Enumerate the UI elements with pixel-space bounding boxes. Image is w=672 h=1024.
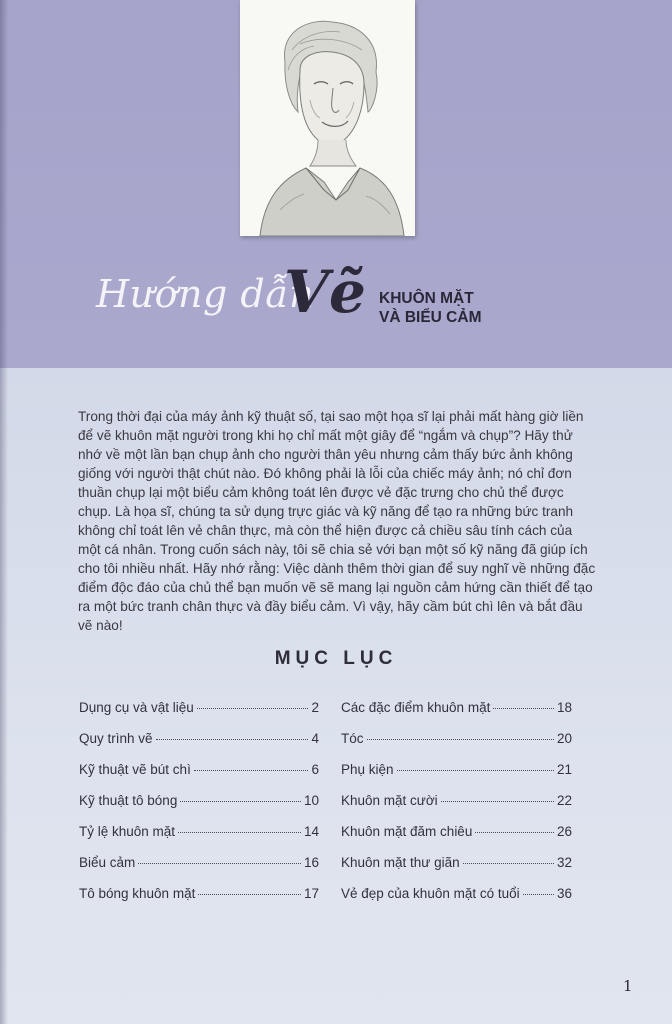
toc-entry-page: 21 — [556, 762, 572, 777]
toc-dot-leader — [397, 770, 554, 771]
toc-entry-page: 32 — [556, 855, 572, 870]
toc-right-column — [341, 700, 572, 917]
toc-entry — [79, 886, 319, 917]
page-number: 1 — [623, 977, 633, 995]
toc-left-column — [79, 700, 319, 917]
title-subtitle-line2: VÀ BIỂU CẢM — [379, 309, 482, 326]
toc-entry-page: 18 — [556, 700, 572, 715]
toc-entry-label: Phụ kiện — [341, 762, 394, 777]
toc-entry-page: 22 — [556, 793, 572, 808]
toc-entry-label: Khuôn mặt cười — [341, 793, 438, 808]
toc-entry — [341, 824, 572, 855]
toc-entry — [79, 762, 319, 793]
intro-paragraph: Trong thời đại của máy ảnh kỹ thuật số, tại sao một họa sĩ lại phải mất hàng giờ liền để vẽ khuôn mặt người trong khi họ chỉ mất một giây để “ngắm và chụp”? Hãy thử nhớ về một lần bạn chụp ảnh cho người thân yêu nhưng cảm thấy bức ảnh không giống với người thật chút nào. Đó không phải là lỗi của chiếc máy ảnh; nó chỉ đơn thuần chụp lại một biểu cảm không toát lên được vẻ đặc trưng cho chủ thể được chụp. Là họa sĩ, chúng ta sử dụng trực giác và kỹ năng để tạo ra những bức tranh không chỉ toát lên vẻ chân thực, mà còn thể hiện được cả chiều sâu tính cách của một cá nhân. Trong cuốn sách này, tôi sẽ chia sẻ với bạn một số kỹ năng đã giúp ích cho tôi nhiều nhất. Hãy nhớ rằng: Việc dành thêm thời gian để suy nghĩ về những đặc điểm độc đáo của chủ thể bạn muốn vẽ sẽ mang lại nguồn cảm hứng cần thiết để tạo ra một bức tranh chân thực và đầy biểu cảm. Vì vậy, hãy cầm bút chì lên và bắt đầu vẽ nào! — [78, 409, 596, 633]
elderly-woman-sketch-icon — [240, 0, 415, 236]
toc-dot-leader — [138, 863, 301, 864]
toc-dot-leader — [463, 863, 554, 864]
toc-dot-leader — [441, 801, 554, 802]
toc-entry-page: 14 — [303, 824, 319, 839]
toc-entry — [341, 762, 572, 793]
toc-entry-label: Tô bóng khuôn mặt — [79, 886, 196, 901]
toc-entry-label: Kỹ thuật tô bóng — [79, 793, 178, 808]
toc-dot-leader — [367, 739, 554, 740]
toc-dot-leader — [197, 708, 309, 709]
toc-entry-page: 26 — [556, 824, 572, 839]
toc-dot-leader — [194, 770, 309, 771]
toc-entry-label: Dụng cụ và vật liệu — [79, 700, 194, 715]
toc-entry — [341, 793, 572, 824]
toc-dot-leader — [198, 894, 301, 895]
spine-shadow — [0, 0, 8, 1024]
toc-entry-label: Kỹ thuật vẽ bút chì — [79, 762, 191, 777]
toc-entry-label: Biểu cảm — [79, 855, 136, 870]
toc-entry-page: 4 — [311, 731, 319, 746]
toc-dot-leader — [156, 739, 309, 740]
toc-heading: MỤC LỤC — [274, 648, 398, 669]
toc-entry-label: Khuôn mặt đăm chiêu — [341, 824, 473, 839]
toc-entry — [79, 855, 319, 886]
title-big-text: Vẽ — [284, 258, 366, 326]
toc-entry-page: 36 — [556, 886, 572, 901]
toc-entry — [341, 855, 572, 886]
title-subtitle-line1: KHUÔN MẶT — [379, 290, 474, 307]
toc-dot-leader — [493, 708, 554, 709]
toc-entry — [79, 824, 319, 855]
toc-entry-page: 10 — [303, 793, 319, 808]
toc-entry-page: 2 — [311, 700, 319, 715]
portrait-illustration — [240, 0, 415, 236]
toc-entry — [79, 700, 319, 731]
toc-entry — [79, 793, 319, 824]
toc-dot-leader — [523, 894, 554, 895]
toc-entry-page: 17 — [303, 886, 319, 901]
toc-dot-leader — [178, 832, 301, 833]
toc-entry-label: Tỷ lệ khuôn mặt — [79, 824, 176, 839]
toc-dot-leader — [180, 801, 301, 802]
book-title — [96, 258, 616, 342]
toc-entry-label: Khuôn mặt thư giãn — [341, 855, 460, 870]
toc-entry-page: 16 — [303, 855, 319, 870]
toc-entry-label: Vẻ đẹp của khuôn mặt có tuổi — [341, 886, 520, 901]
title-script-text: Hướng dẫn — [96, 272, 314, 316]
toc-entry — [79, 731, 319, 762]
toc-entry-label: Các đặc điểm khuôn mặt — [341, 700, 491, 715]
toc-entry — [341, 886, 572, 917]
toc-entry-page: 6 — [311, 762, 319, 777]
toc-entry — [341, 700, 572, 731]
toc-entry — [341, 731, 572, 762]
toc-entry-label: Tóc — [341, 731, 364, 746]
toc-dot-leader — [475, 832, 554, 833]
toc-entry-page: 20 — [556, 731, 572, 746]
toc-entry-label: Quy trình vẽ — [79, 731, 153, 746]
